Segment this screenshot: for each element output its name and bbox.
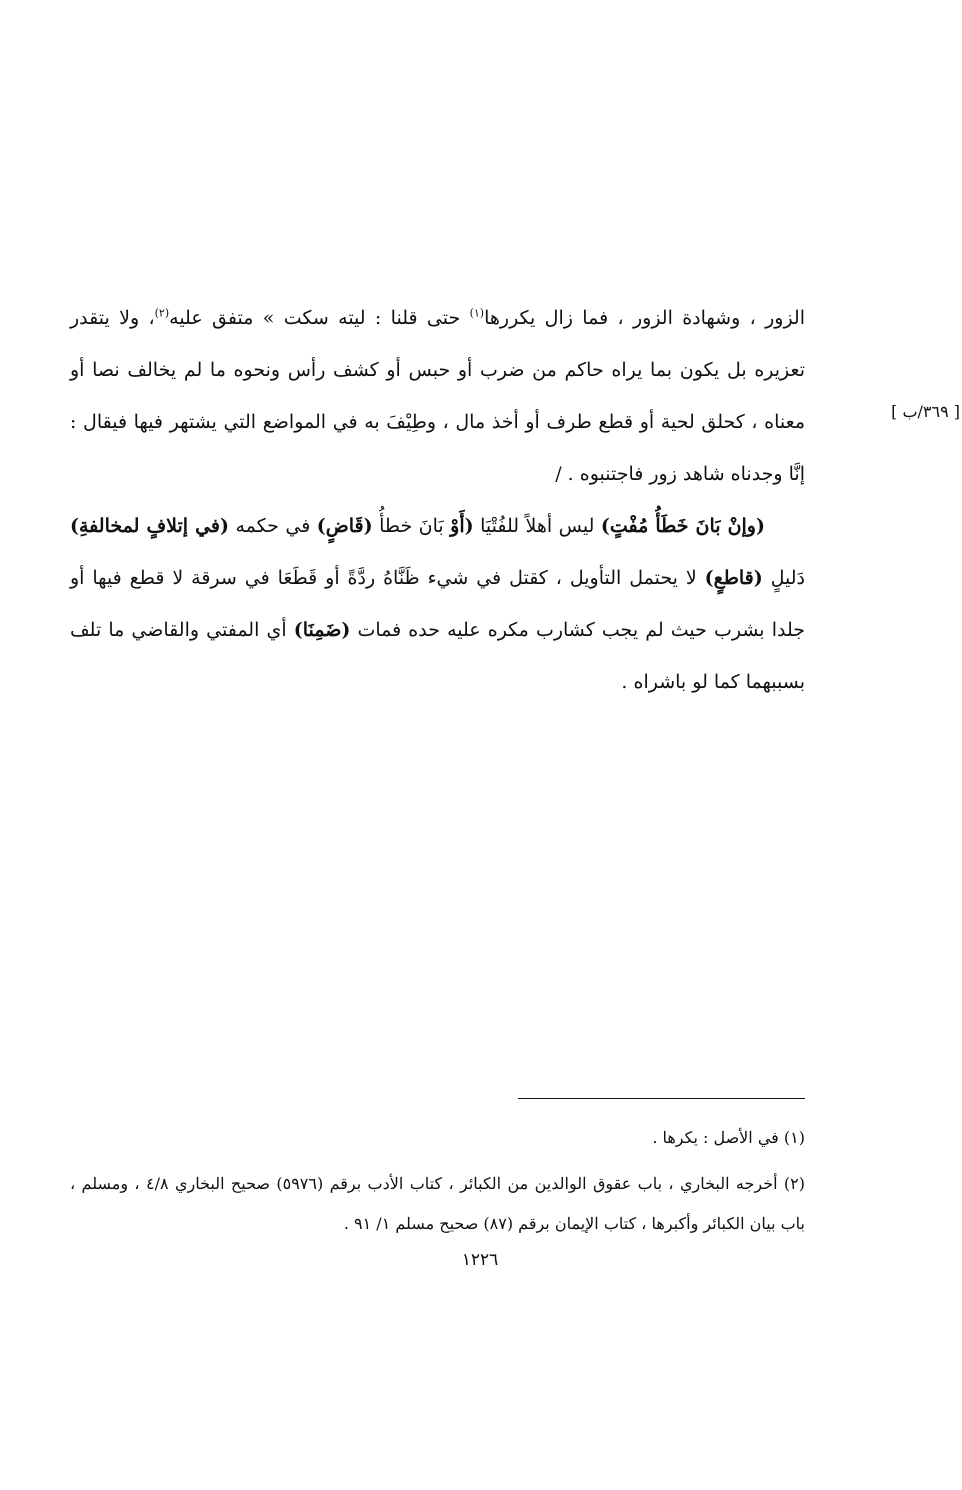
text-segment: أي المفتي والقاضي ما تلف بسببهما كما لو باشراه .	[70, 619, 805, 693]
footnotes	[70, 1118, 805, 1250]
margin-folio-note: [ ٣٦٩/ب ]	[891, 402, 960, 421]
main-text	[70, 292, 805, 708]
page-number: ١٢٢٦	[461, 1250, 499, 1270]
text-segment: دَليلٍ	[762, 567, 805, 589]
matn-keyword: (قَاضٍ)	[316, 515, 373, 537]
paragraph-1	[70, 292, 805, 500]
footnote-ref-2[interactable]: (٢)	[154, 306, 170, 320]
text-segment: بَانَ خطأُ	[372, 515, 451, 537]
paragraph-2	[70, 500, 805, 708]
footnote-separator	[518, 1098, 805, 1099]
matn-keyword: (أَوْ	[450, 515, 474, 537]
text-segment: ليس أهلاً للفُتْيَا	[473, 515, 601, 537]
text-segment: الزور ، وشهادة الزور ، فما زال يكررها	[484, 307, 806, 329]
text-segment: في حكمه	[229, 515, 317, 537]
footnote-ref-1[interactable]: (١)	[469, 306, 485, 320]
matn-keyword: (في إتلافٍ لمخالفةِ)	[70, 515, 230, 537]
matn-keyword: (وإنْ بَانَ خَطَأُ مُفْتٍ)	[600, 515, 765, 537]
footnote-2: (٢) أخرجه البخاري ، باب عقوق الوالدين من الكبائر ، كتاب الأدب برقم (٥٩٧٦) صحيح البخاري ٤/٨ ، ومسلم ، باب بيان الكبائر وأكبرها ، كتاب الإيمان برقم (٨٧) صحيح مسلم ١/ ٩١ .	[70, 1174, 806, 1233]
matn-keyword: (ضَمِنَا)	[293, 619, 351, 641]
text-segment: ، ولا يتقدر تعزيره بل يكون بما يراه حاكم من ضرب أو حبس أو كشف رأس ونحوه ما لم يخالف نصا أو معناه ، كحلق لحية أو قطع طرف أو أخذ مال ، وطِيْفَ به في المواضع التي يشتهر فيها فيقال : إنَّا وجدناه شاهد زور فاجتنبوه . /	[70, 307, 805, 485]
footnote-1: (١) في الأصل : يكرها .	[652, 1128, 805, 1147]
text-segment: لا يحتمل التأويل ، كقتل في شيء ظَنَّاهُ ردَّةً أو قَطَعَا في سرقة لا قطع فيها أو جلدا بشرب حيث لم يجب كشارب مكره عليه حده فمات	[70, 567, 805, 641]
text-segment: حتى قلنا : ليته سكت » متفق عليه	[169, 307, 470, 329]
matn-keyword: (قاطعٍ)	[704, 567, 763, 589]
